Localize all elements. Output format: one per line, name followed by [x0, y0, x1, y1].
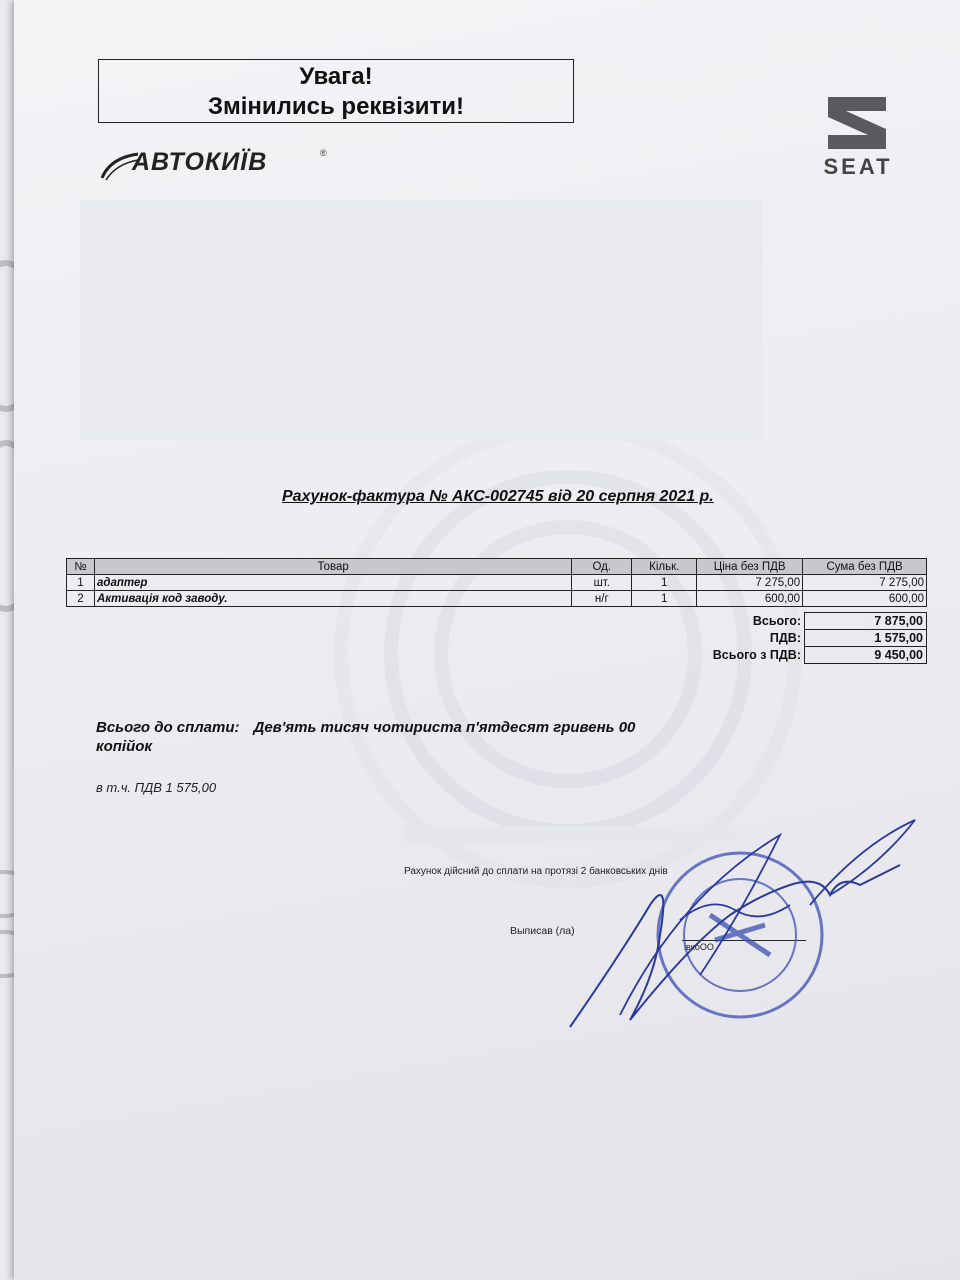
total-value: 7 875,00 [805, 613, 927, 630]
header-product: Товар [94, 559, 571, 575]
row-price: 7 275,00 [697, 575, 803, 591]
row-product: Активація код заводу. [94, 591, 571, 607]
grand-total-value: 9 450,00 [805, 647, 927, 664]
table-row [67, 591, 927, 607]
items-table [66, 558, 927, 607]
row-sum: 600,00 [803, 591, 927, 607]
header-price: Ціна без ПДВ [697, 559, 803, 575]
vat-included-note: в т.ч. ПДВ 1 575,00 [96, 780, 217, 795]
seat-wordmark: SEAT [823, 154, 893, 179]
row-unit: н/г [572, 591, 632, 607]
table-header-row [67, 559, 927, 575]
brand-name: АВТОКИЇВ [132, 148, 268, 176]
header-sum: Сума без ПДВ [803, 559, 927, 575]
row-num: 1 [67, 575, 95, 591]
requisites-changed-notice [98, 59, 574, 123]
totals-table [640, 612, 927, 664]
stamp-icon [658, 853, 822, 1017]
vat-row [640, 630, 927, 647]
registered-mark: ® [320, 148, 327, 158]
table-row [67, 575, 927, 591]
row-qty: 1 [632, 575, 697, 591]
invoice-title: Рахунок-фактура № АКС-002745 від 20 серпня 2021 р. [282, 488, 714, 505]
grand-total-label: Всього з ПДВ: [712, 647, 801, 662]
grand-total-row [640, 647, 927, 664]
vat-value: 1 575,00 [805, 630, 927, 647]
vat-label: ПДВ: [769, 630, 801, 645]
avtokyiv-logo [100, 148, 330, 182]
row-price: 600,00 [697, 591, 803, 607]
row-product: адаптер [94, 575, 571, 591]
row-sum: 7 275,00 [803, 575, 927, 591]
signature-icon [570, 820, 915, 1027]
notice-line-1: Увага! [299, 63, 373, 90]
validity-note: Рахунок дійсний до сплати на протязі 2 банковських днів [404, 866, 668, 877]
redacted-block [80, 200, 763, 440]
total-label: Всього: [752, 613, 801, 628]
signer-name: івкоОО [684, 942, 714, 952]
amount-to-pay [96, 718, 676, 756]
notice-line-2: Змінились реквізити! [207, 93, 465, 120]
issued-by-label: Выписав (ла) [510, 925, 575, 937]
to-pay-label: Всього до сплати: [96, 719, 240, 736]
header-num: № [67, 559, 95, 575]
total-row [640, 613, 927, 630]
to-pay-words: Дев'ять тисяч чотириста п'ятдесят гривень 00 копійок [96, 719, 636, 755]
header-unit: Од. [572, 559, 632, 575]
row-unit: шт. [572, 575, 632, 591]
header-qty: Кільк. [632, 559, 697, 575]
row-num: 2 [67, 591, 95, 607]
row-qty: 1 [632, 591, 697, 607]
stamp-and-signature [560, 815, 920, 1040]
